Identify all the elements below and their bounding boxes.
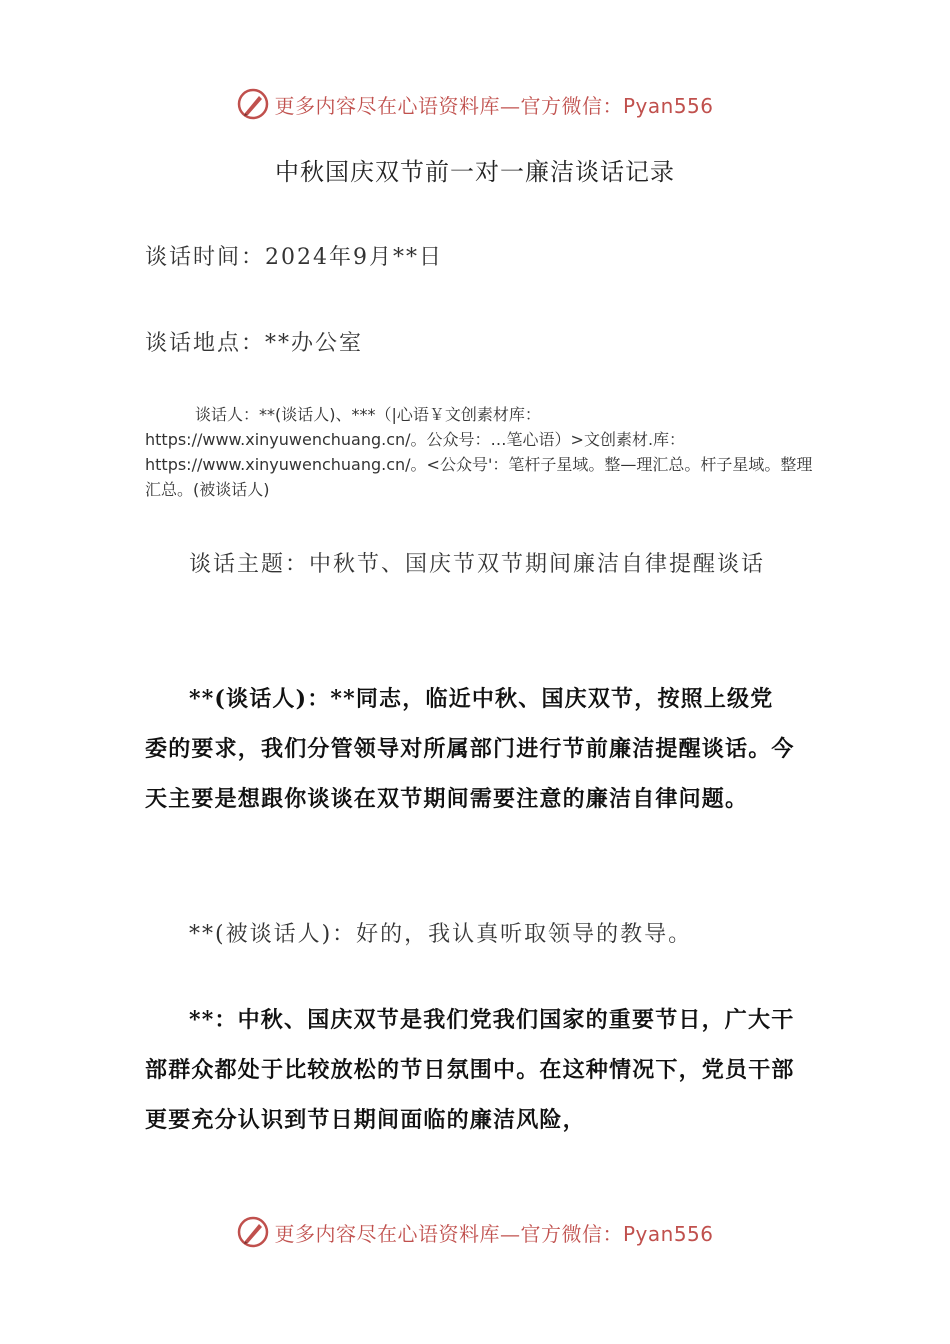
wechat-id: Pyan556 [622,93,714,118]
meta-participants: 谈话人：**(谈话人)、***（|心语￥文创素材库：https://www.xinyuwenchuang.cn/。公众号：…笔心语）>文创素材.库：https://www.xinyuwenchuang.cn/。<公众号'：笔杆子星域。整—理汇总。杆子星域。整理汇总。(被谈话人) [145,405,813,499]
document-title: 中秋国庆双节前一对一廉洁谈话记录 [275,158,675,186]
pen-logo-icon [236,1215,270,1249]
watermark-banner-top [0,84,950,124]
paragraph-1: **(谈话人)：**同志，临近中秋、国庆双节，按照上级党委的要求，我们分管领导对所属部门进行节前廉洁提醒谈话。今天主要是想跟你谈谈在双节期间需要注意的廉洁自律问题。 [145,686,795,812]
meta-place: 谈话地点：**办公室 [145,331,364,356]
paragraph-3: **：中秋、国庆双节是我们党我们国家的重要节日，广大干部群众都处于比较放松的节日氛围中。在这种情况下，党员干部更要充分认识到节日期间面临的廉洁风险， [145,1007,795,1133]
meta-topic: 谈话主题：中秋节、国庆节双节期间廉洁自律提醒谈话 [189,552,766,577]
wechat-id: Pyan556 [622,1221,714,1246]
banner-text: 更多内容尽在心语资料库—官方微信：Pyan556 [274,93,714,118]
watermark-banner-bottom [0,1212,950,1252]
meta-time: 谈话时间：2024年9月**日 [145,245,443,270]
paragraph-2: **(被谈话人)：好的，我认真听取领导的教导。 [189,922,693,947]
banner-text: 更多内容尽在心语资料库—官方微信：Pyan556 [274,1221,714,1246]
pen-logo-icon [236,87,270,121]
